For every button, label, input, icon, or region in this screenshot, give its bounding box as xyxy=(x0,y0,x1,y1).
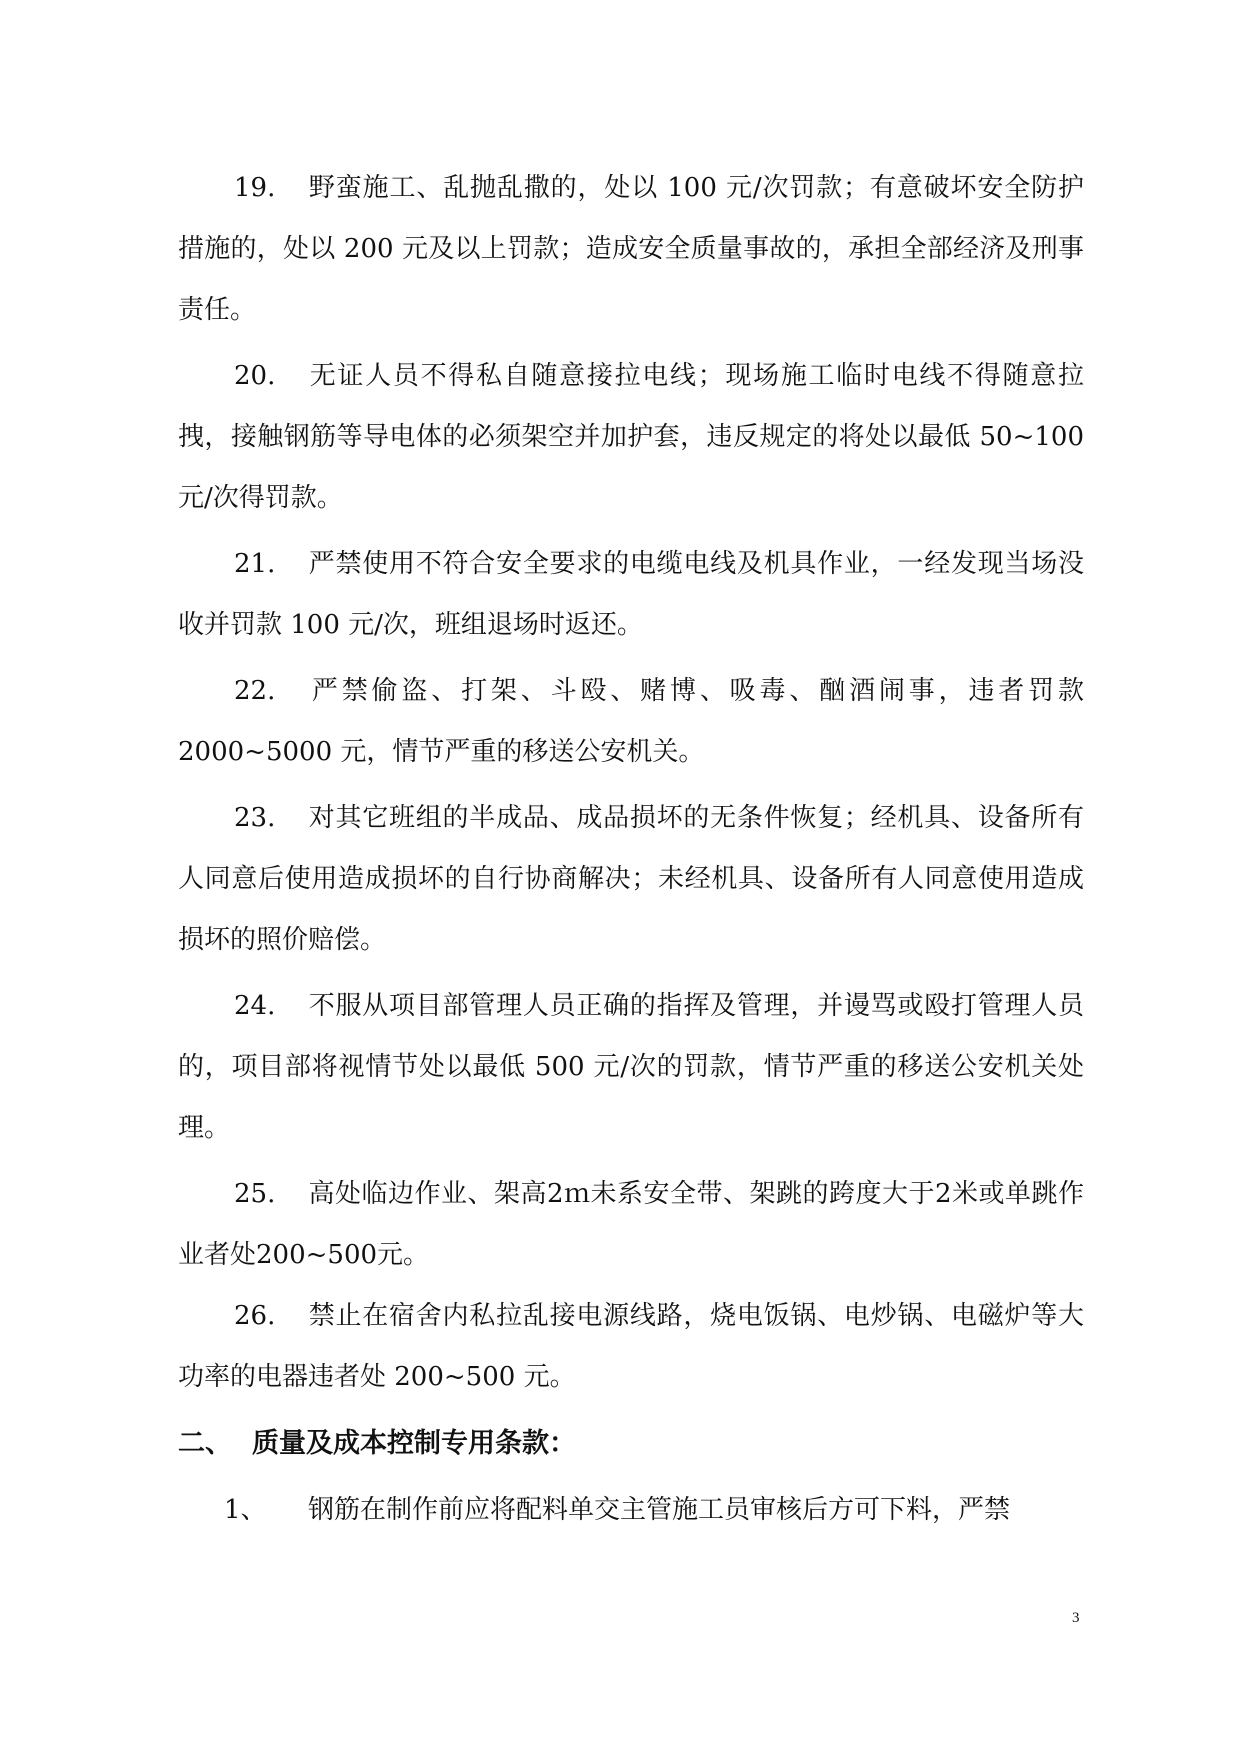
clause-25 xyxy=(178,1164,1084,1286)
clause-20 xyxy=(178,346,1084,529)
clause-number: 22. xyxy=(234,676,276,706)
clause-number: 24. xyxy=(234,991,276,1021)
clause-22 xyxy=(178,661,1084,783)
clause-21 xyxy=(178,534,1084,656)
clause-19 xyxy=(178,158,1084,341)
clause-23 xyxy=(178,788,1084,971)
section-number: 二、 xyxy=(178,1428,232,1459)
clause-number: 23. xyxy=(234,803,276,833)
clause-number: 25. xyxy=(234,1179,276,1209)
section-title: 质量及成本控制专用条款： xyxy=(252,1428,576,1459)
clause-number: 21. xyxy=(234,549,276,579)
page-number: 3 xyxy=(1072,1610,1080,1626)
sub-clause-1 xyxy=(178,1480,1084,1541)
clause-text: 禁止在宿舍内私拉乱接电源线路，烧电饭锅、电炒锅、电磁炉等大功率的电器违者处 200~500 元。 xyxy=(178,1301,1084,1392)
clause-text: 无证人员不得私自随意接拉电线；现场施工临时电线不得随意拉拽，接触钢筋等导电体的必须架空并加护套，违反规定的将处以最低 50~100 元/次得罚款。 xyxy=(178,361,1084,513)
clause-text: 不服从项目部管理人员正确的指挥及管理，并谩骂或殴打管理人员的，项目部将视情节处以最低 500 元/次的罚款，情节严重的移送公安机关处理。 xyxy=(178,991,1084,1143)
clause-number: 26. xyxy=(234,1301,276,1331)
sub-clause-text: 钢筋在制作前应将配料单交主管施工员审核后方可下料，严禁 xyxy=(308,1495,1011,1525)
clause-number: 20. xyxy=(234,361,276,391)
clause-text: 对其它班组的半成品、成品损坏的无条件恢复；经机具、设备所有人同意后使用造成损坏的自行协商解决；未经机具、设备所有人同意使用造成损坏的照价赔偿。 xyxy=(178,803,1084,955)
clause-26 xyxy=(178,1286,1084,1408)
clause-text: 野蛮施工、乱抛乱撒的，处以 100 元/次罚款；有意破坏安全防护措施的，处以 200 元及以上罚款；造成安全质量事故的，承担全部经济及刑事责任。 xyxy=(178,173,1084,325)
clause-number: 19. xyxy=(234,173,276,203)
page-content xyxy=(178,158,1084,1541)
clause-text: 高处临边作业、架高2ｍ未系安全带、架跳的跨度大于2米或单跳作业者处200~500元。 xyxy=(178,1179,1084,1270)
sub-clause-number: 1、 xyxy=(224,1495,267,1525)
clause-text: 严禁偷盗、打架、斗殴、赌博、吸毒、酗酒闹事，违者罚款 2000~5000 元，情节严重的移送公安机关。 xyxy=(178,676,1084,767)
section-heading xyxy=(178,1413,1084,1474)
clause-text: 严禁使用不符合安全要求的电缆电线及机具作业，一经发现当场没收并罚款 100 元/次，班组退场时返还。 xyxy=(178,549,1084,640)
clause-24 xyxy=(178,976,1084,1159)
